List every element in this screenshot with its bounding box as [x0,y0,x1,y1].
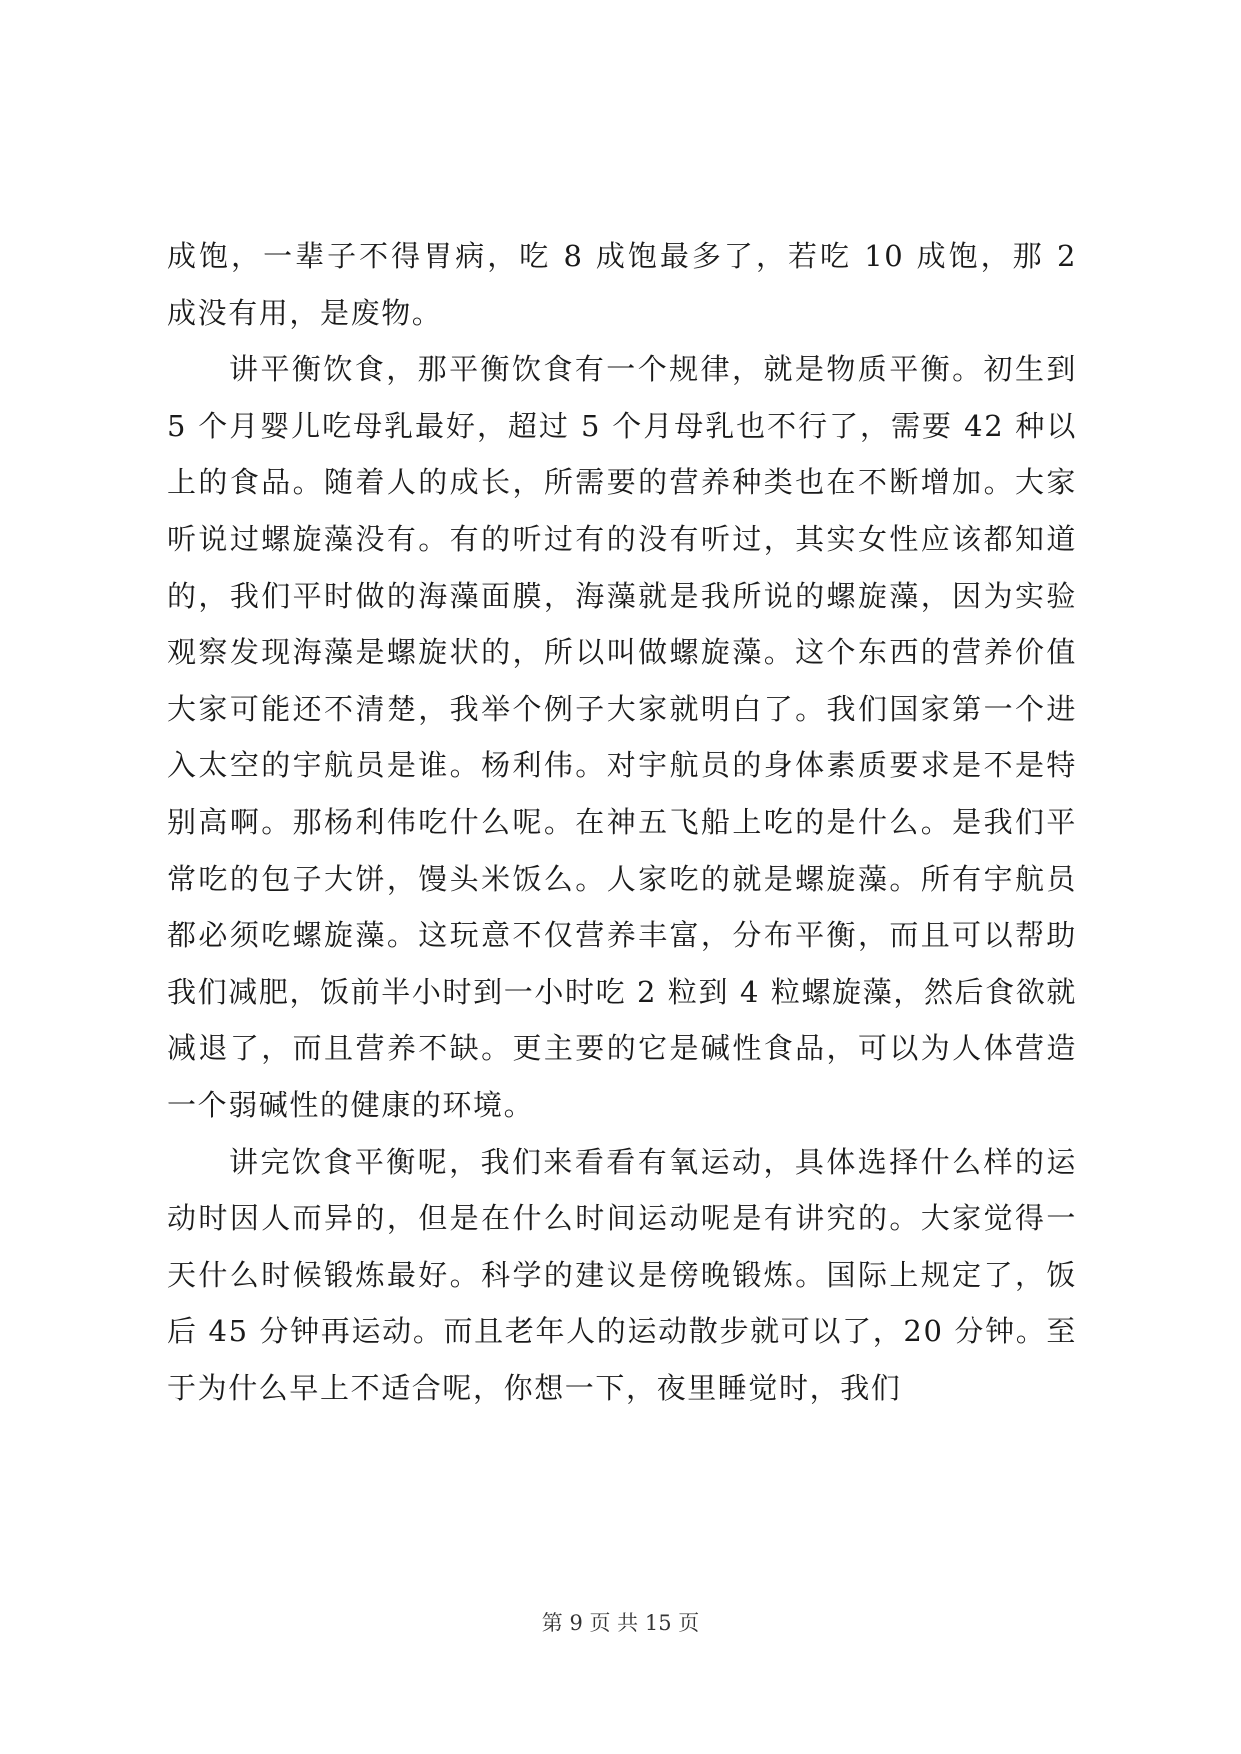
page-number-footer: 第 9 页 共 15 页 [541,1611,700,1635]
document-body [167,228,1077,1416]
paragraph-2: 讲平衡饮食，那平衡饮食有一个规律，就是物质平衡。初生到 5 个月婴儿吃母乳最好，超过 5 个月母乳也不行了，需要 42 种以上的食品。随着人的成长，所需要的营养种类也在不断增加。大家听说过螺旋藻没有。有的听过有的没有听过，其实女性应该都知道的，我们平时做的海藻面膜，海藻就是我所说的螺旋藻，因为实验观察发现海藻是螺旋状的，所以叫做螺旋藻。这个东西的营养价值大家可能还不清楚，我举个例子大家就明白了。我们国家第一个进入太空的宇航员是谁。杨利伟。对宇航员的身体素质要求是不是特别高啊。那杨利伟吃什么呢。在神五飞船上吃的是什么。是我们平常吃的包子大饼，馒头米饭么。人家吃的就是螺旋藻。所有宇航员都必须吃螺旋藻。这玩意不仅营养丰富，分布平衡，而且可以帮助我们减肥，饭前半小时到一小时吃 2 粒到 4 粒螺旋藻，然后食欲就减退了，而且营养不缺。更主要的它是碱性食品，可以为人体营造一个弱碱性的健康的环境。 [167,352,1077,1122]
paragraph-3: 讲完饮食平衡呢，我们来看看有氧运动，具体选择什么样的运动时因人而异的，但是在什么时间运动呢是有讲究的。大家觉得一天什么时候锻炼最好。科学的建议是傍晚锻炼。国际上规定了，饭后 45 分钟再运动。而且老年人的运动散步就可以了，20 分钟。至于为什么早上不适合呢，你想一下，夜里睡觉时，我们 [167,1144,1077,1405]
paragraph-1: 成饱，一辈子不得胃病，吃 8 成饱最多了，若吃 10 成饱，那 2 成没有用，是废物。 [167,239,1077,330]
